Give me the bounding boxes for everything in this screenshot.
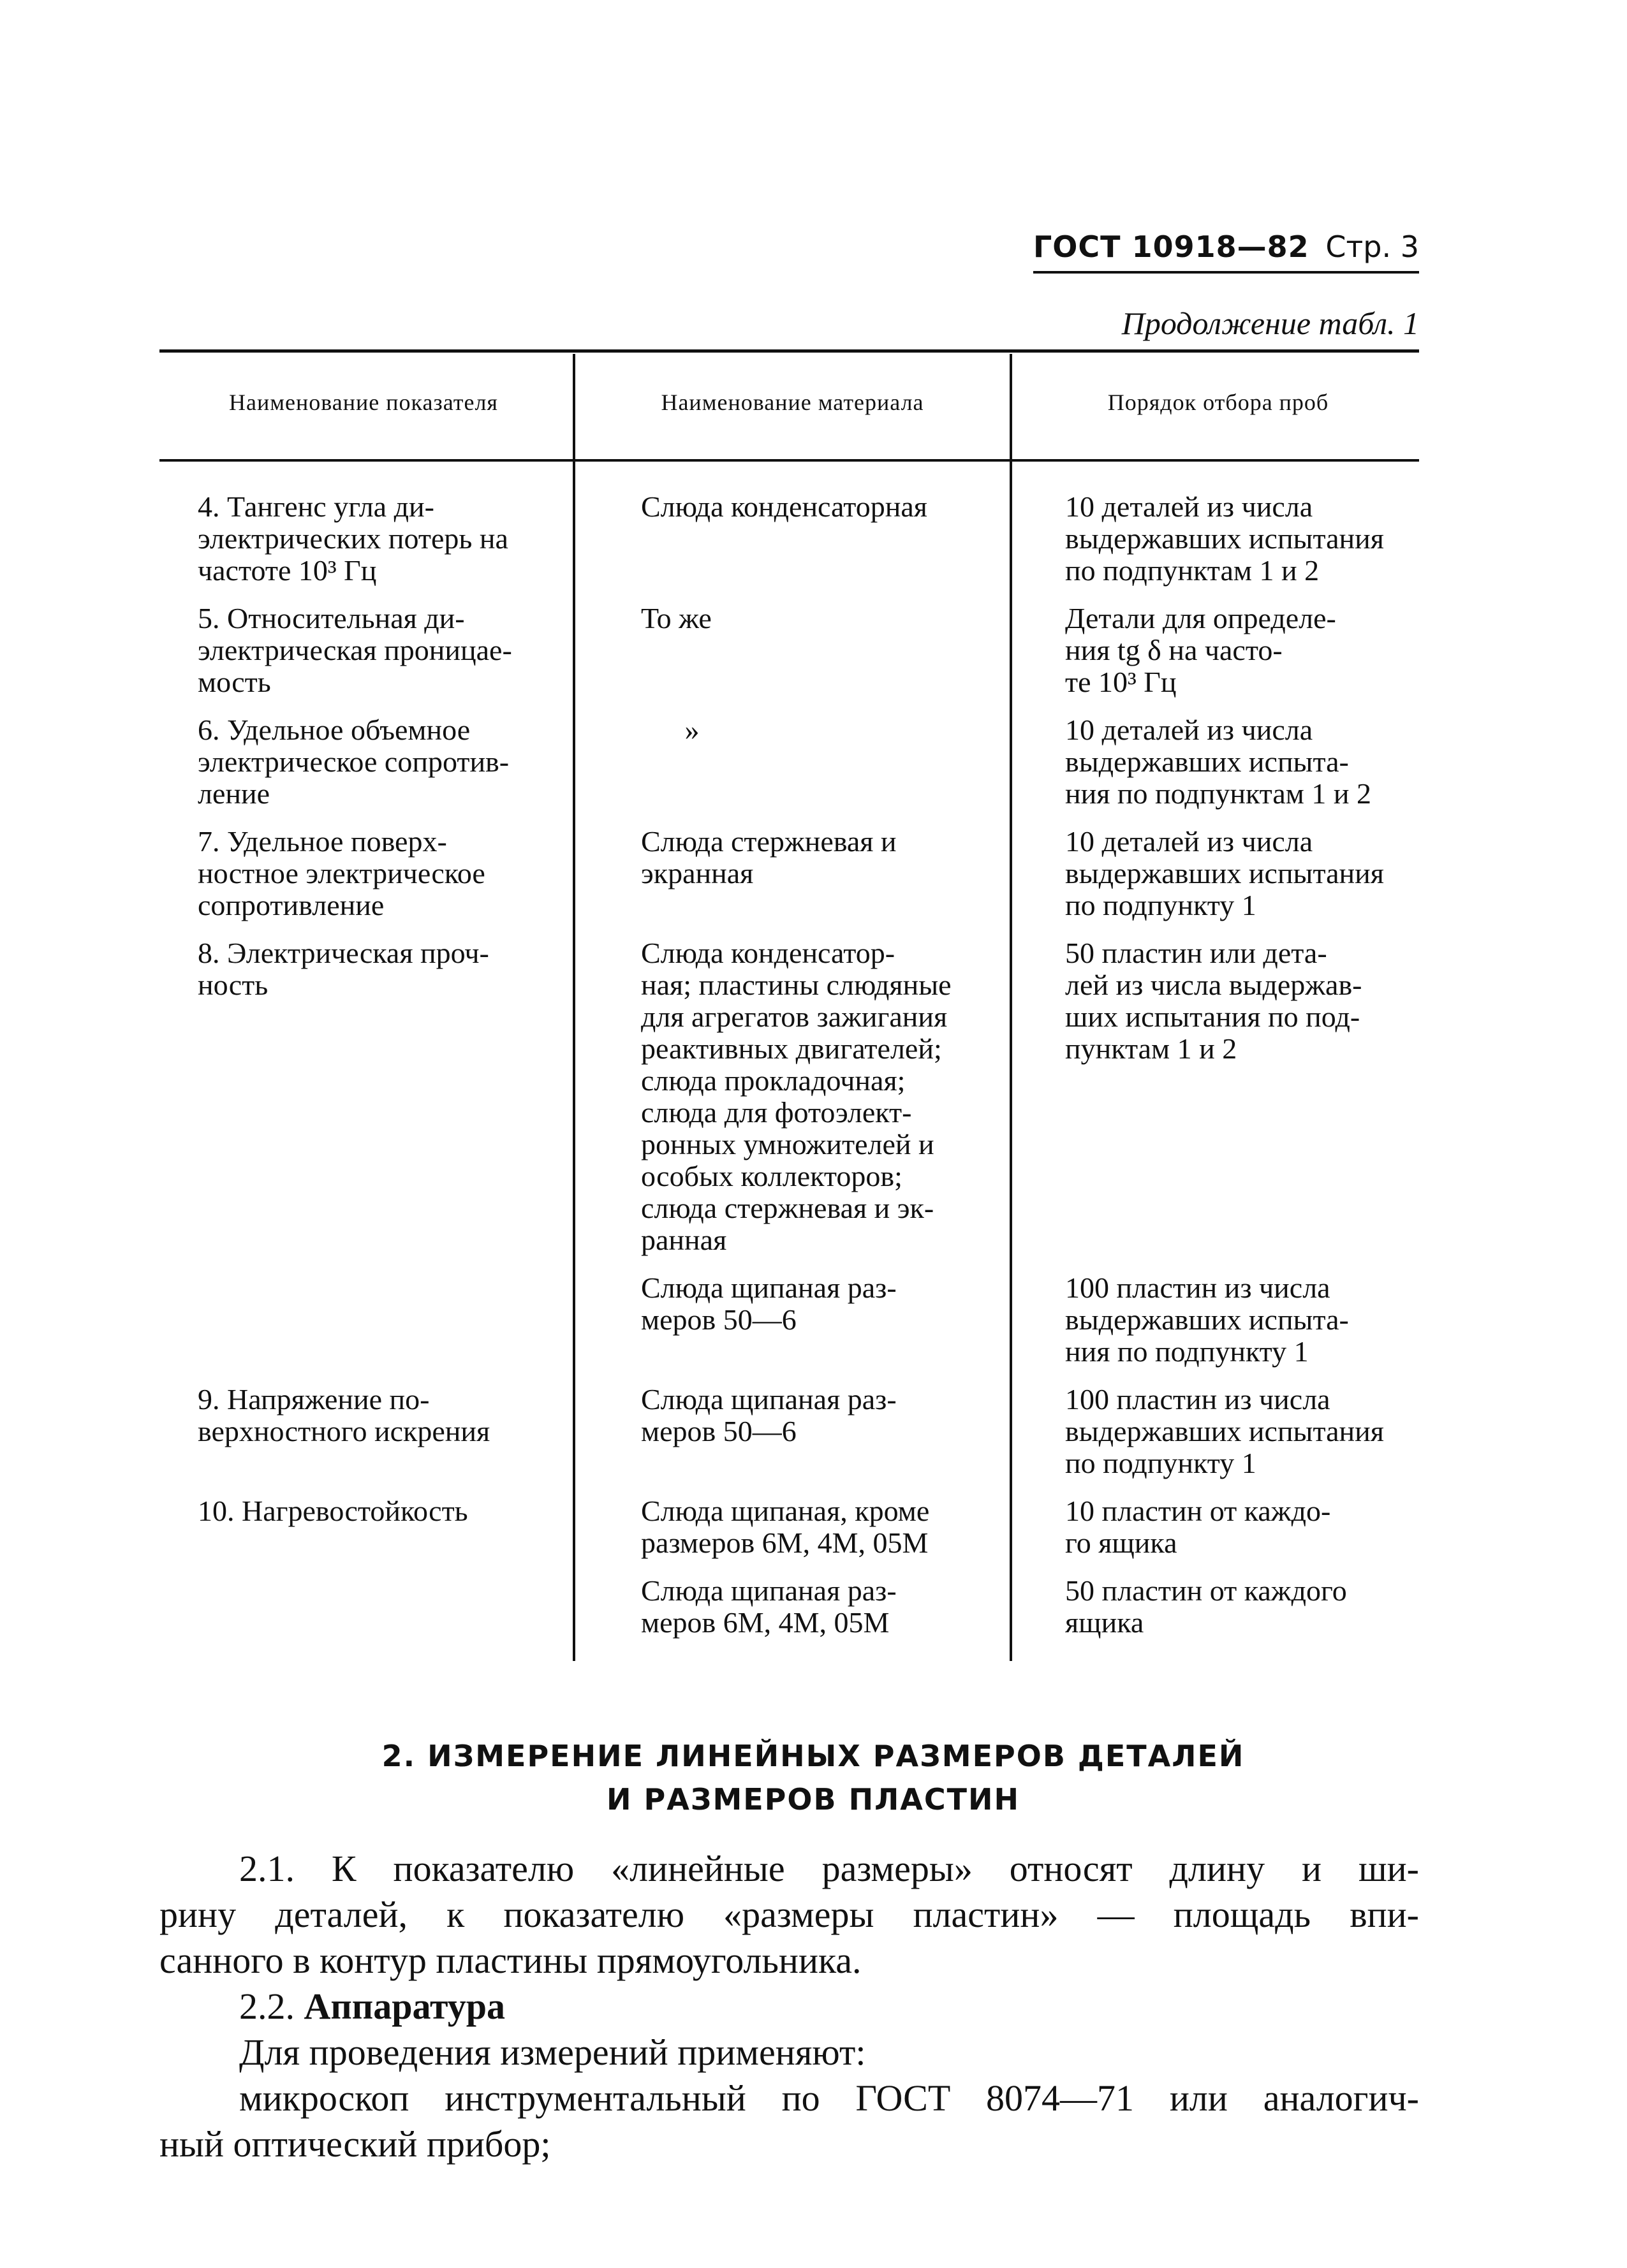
cell-line: 50 пластин или дета- (1065, 937, 1327, 969)
cell-line: 10 пластин от каждо- (1065, 1495, 1331, 1527)
body-line: 2.1. К показателю «линейные размеры» относят длину и ши- (239, 1848, 1419, 1889)
cell-line: электрическое сопротив- (198, 745, 510, 778)
cell-line: Слюда щипаная раз- (641, 1574, 897, 1607)
cell-sampling (1024, 603, 1419, 698)
cell-line: меров 50—6 (641, 1303, 797, 1336)
cell-line: слюда для фотоэлект- (641, 1096, 912, 1129)
cell-material (596, 491, 989, 523)
cell-line: сопротивление (198, 889, 385, 921)
body-line: санного в контур пластины прямоугольника. (159, 1940, 862, 1981)
body-line: рину деталей, к показателю «размеры пластин» — площадь впи- (159, 1894, 1419, 1935)
cell-line: 10 деталей из числа (1065, 490, 1313, 523)
cell-line: ния по подпункту 1 (1065, 1335, 1309, 1368)
cell-line: 100 пластин из числа (1065, 1383, 1330, 1416)
cell-line: 10 деталей из числа (1065, 713, 1313, 746)
cell-line: 10. Нагревостойкость (198, 1495, 468, 1527)
cell-line: лей из числа выдержав- (1065, 969, 1362, 1001)
cell-sampling (1024, 826, 1419, 921)
cell-line: по подпункту 1 (1065, 1447, 1256, 1479)
cell-line: по подпункту 1 (1065, 889, 1256, 921)
cell-line: 7. Удельное поверх- (198, 825, 447, 858)
cell-sampling (1024, 491, 1419, 587)
table-continuation-label: Продолжение табл. 1 (1121, 305, 1419, 341)
cell-line: ность (198, 969, 269, 1001)
cell-line: ронных умножителей и (641, 1128, 934, 1160)
cell-line: пунктам 1 и 2 (1065, 1032, 1237, 1065)
cell-line: 50 пластин от каждого (1065, 1574, 1347, 1607)
cell-material (596, 1384, 989, 1447)
table-top-rule (159, 349, 1419, 353)
cell-line: выдержавших испыта- (1065, 745, 1349, 778)
cell-sampling (1024, 1575, 1419, 1639)
cell-line: Слюда щипаная раз- (641, 1271, 897, 1304)
cell-line: Слюда конденсаторная (641, 490, 927, 523)
cell-line: 6. Удельное объемное (198, 713, 471, 746)
cell-line: по подпунктам 1 и 2 (1065, 554, 1320, 587)
cell-indicator (159, 826, 555, 921)
cell-line: 8. Электрическая проч- (198, 937, 489, 969)
cell-sampling (1024, 937, 1419, 1065)
cell-line: ния по подпунктам 1 и 2 (1065, 777, 1371, 810)
doc-code: ГОСТ 10918—82 (1033, 230, 1309, 264)
cell-line: реактивных двигателей; (641, 1032, 942, 1065)
cell-line: Слюда щипаная раз- (641, 1383, 897, 1416)
cell-line: меров 50—6 (641, 1415, 797, 1447)
cell-material (596, 937, 989, 1256)
cell-indicator (159, 1495, 555, 1527)
column-header-indicator: Наименование показателя (229, 390, 498, 415)
header-rule (1033, 271, 1419, 274)
cell-line: ная; пластины слюдяные (641, 969, 952, 1001)
cell-line: ностное электрическое (198, 857, 485, 889)
cell-line: выдержавших испытания (1065, 1415, 1384, 1447)
cell-line: слюда стержневая и эк- (641, 1192, 934, 1224)
cell-line: особых коллекторов; (641, 1160, 902, 1192)
column-header-material: Наименование материала (661, 390, 924, 415)
table-head-rule (159, 459, 1419, 462)
cell-line: 10 деталей из числа (1065, 825, 1313, 858)
cell-line: » (684, 713, 700, 746)
cell-line: выдержавших испыта- (1065, 1303, 1349, 1336)
section-title-line: 2. ИЗМЕРЕНИЕ ЛИНЕЙНЫХ РАЗМЕРОВ ДЕТАЛЕЙ (381, 1739, 1245, 1773)
cell-line: 100 пластин из числа (1065, 1271, 1330, 1304)
section-title-line: И РАЗМЕРОВ ПЛАСТИН (606, 1782, 1020, 1817)
cell-line: То же (641, 602, 712, 634)
page-number: Стр. 3 (1325, 230, 1419, 264)
subsection-number: 2.2. (239, 1986, 295, 2027)
cell-line: Слюда конденсатор- (641, 937, 895, 969)
cell-line: ление (198, 777, 270, 810)
cell-line: выдержавших испытания (1065, 857, 1384, 889)
cell-line: электрическая проницае- (198, 634, 512, 666)
cell-sampling (1024, 714, 1419, 810)
cell-line: размеров 6М, 4М, 05М (641, 1526, 929, 1559)
cell-sampling (1024, 1384, 1419, 1479)
cell-line: частоте 10³ Гц (198, 554, 377, 587)
cell-material (596, 826, 989, 889)
cell-indicator (159, 491, 555, 587)
subsection-heading (239, 1984, 1419, 2030)
cell-line: верхностного искрения (198, 1415, 490, 1447)
cell-indicator (159, 603, 555, 698)
cell-line: электрических потерь на (198, 522, 508, 555)
cell-line: меров 6М, 4М, 05М (641, 1606, 890, 1639)
cell-material (596, 1575, 989, 1639)
cell-line: Детали для определе- (1065, 602, 1336, 634)
cell-sampling (1024, 1272, 1419, 1368)
cell-line: 9. Напряжение по- (198, 1383, 430, 1416)
cell-line: го ящика (1065, 1526, 1177, 1559)
section-title (191, 1734, 1435, 1821)
cell-line: для агрегатов зажигания (641, 1000, 948, 1033)
column-divider-1 (573, 354, 575, 1661)
cell-line: слюда прокладочная; (641, 1064, 906, 1097)
cell-line: 5. Относительная ди- (198, 602, 465, 634)
body-line: микроскоп инструментальный по ГОСТ 8074—71 или аналогич- (239, 2077, 1419, 2119)
cell-sampling (1024, 1495, 1419, 1559)
cell-line: мость (198, 666, 271, 698)
cell-material (596, 1495, 989, 1559)
page-header (989, 230, 1419, 274)
cell-indicator (159, 714, 555, 810)
cell-line: те 10³ Гц (1065, 666, 1177, 698)
body-line: ный оптический прибор; (159, 2123, 551, 2165)
cell-line: ящика (1065, 1606, 1144, 1639)
column-header-sampling: Порядок отбора проб (1107, 390, 1329, 415)
cell-line: экранная (641, 857, 754, 889)
cell-line: ших испытания по под- (1065, 1000, 1360, 1033)
column-divider-2 (1010, 354, 1012, 1661)
cell-material (596, 714, 788, 746)
cell-line: ния tg δ на часто- (1065, 634, 1283, 666)
cell-material (596, 1272, 989, 1336)
cell-line: ранная (641, 1224, 727, 1256)
subsection-title: Аппаратура (304, 1986, 505, 2027)
body-line: Для проведения измерений применяют: (239, 2031, 866, 2073)
cell-line: Слюда стержневая и (641, 825, 897, 858)
cell-line: 4. Тангенс угла ди- (198, 490, 434, 523)
cell-indicator (159, 1384, 555, 1447)
cell-line: выдержавших испытания (1065, 522, 1384, 555)
cell-material (596, 603, 989, 634)
cell-indicator (159, 937, 555, 1001)
cell-line: Слюда щипаная, кроме (641, 1495, 930, 1527)
